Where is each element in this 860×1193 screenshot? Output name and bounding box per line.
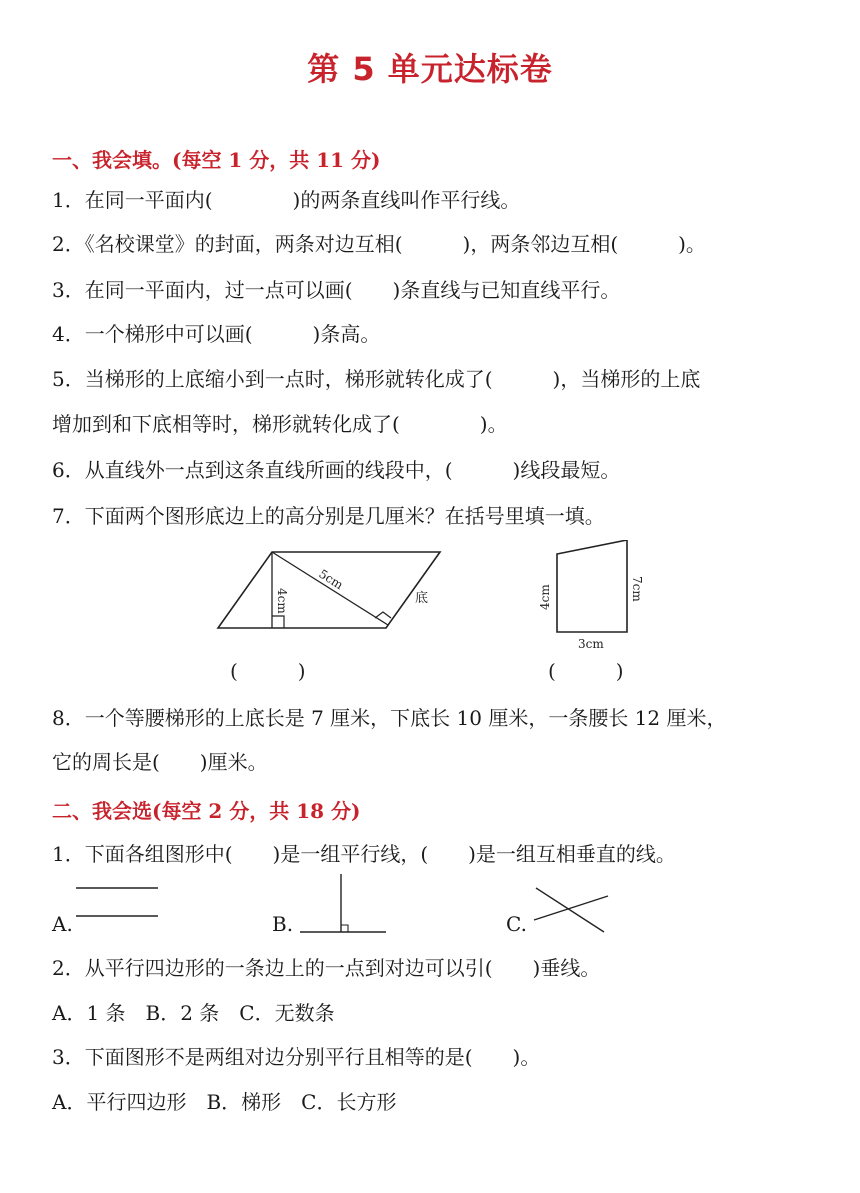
question-2-2: 2．从平行四边形的一条边上的一点到对边可以引( )垂线。 xyxy=(52,956,601,980)
question-1-2: 2．《名校课堂》的封面，两条对边互相( )，两条邻边互相( )。 xyxy=(52,232,706,256)
option-a-label: A. xyxy=(52,912,73,936)
question-1-4: 4．一个梯形中可以画( )条高。 xyxy=(52,322,381,346)
trapezoid-figure xyxy=(538,540,644,683)
trap-bottom-label: 3cm xyxy=(578,637,604,651)
option-a-parallel-lines xyxy=(76,888,158,916)
question-1-8: 8．一个等腰梯形的上底长是 7 厘米，下底长 10 厘米，一条腰长 12 厘米， xyxy=(52,706,727,730)
option-b-perpendicular-lines xyxy=(300,874,386,932)
trap-right-label: 7cm xyxy=(630,576,644,602)
question-1-5: 5．当梯形的上底缩小到一点时，梯形就转化成了( )，当梯形的上底 xyxy=(52,367,701,391)
question-1-7: 7．下面两个图形底边上的高分别是几厘米？在括号里填一填。 xyxy=(52,504,605,528)
question-1-1: 1．在同一平面内( )的两条直线叫作平行线。 xyxy=(52,188,521,212)
question-1-5-cont: 增加到和下底相等时，梯形就转化成了( )。 xyxy=(52,412,508,436)
question-2-3-options: A．平行四边形 B．梯形 C．长方形 xyxy=(52,1090,397,1114)
option-b-label: B. xyxy=(272,912,294,936)
para-height-label: 4cm xyxy=(275,588,289,614)
question-2-3: 3．下面图形不是两组对边分别平行且相等的是( )。 xyxy=(52,1045,541,1069)
option-c-intersecting-lines xyxy=(534,888,608,932)
question-1-6: 6．从直线外一点到这条直线所画的线段中，( )线段最短。 xyxy=(52,458,621,482)
question-1-3: 3．在同一平面内，过一点可以画( )条直线与已知直线平行。 xyxy=(52,278,621,302)
para-side-label: 底 xyxy=(415,591,429,606)
trap-answer-bracket: ( ) xyxy=(548,659,624,683)
question-2-1-figures xyxy=(0,870,860,940)
question-2-1: 1．下面各组图形中( )是一组平行线，( )是一组互相垂直的线。 xyxy=(52,842,676,866)
page-title: 第 5 单元达标卷 xyxy=(307,50,553,88)
section-heading-choose: 二、我会选(每空 2 分，共 18 分) xyxy=(52,799,361,823)
para-diag-label: 5cm xyxy=(316,566,346,593)
option-c-label: C. xyxy=(506,912,527,936)
trap-left-label: 4cm xyxy=(538,584,552,610)
section-heading-fill: 一、我会填。(每空 1 分，共 11 分) xyxy=(52,148,381,172)
para-answer-bracket: ( ) xyxy=(230,659,306,683)
question-7-figures xyxy=(0,540,860,690)
parallelogram-figure xyxy=(218,552,440,683)
question-1-8-cont: 它的周长是( )厘米。 xyxy=(52,750,268,774)
question-2-2-options: A．1 条 B．2 条 C．无数条 xyxy=(52,1001,335,1025)
